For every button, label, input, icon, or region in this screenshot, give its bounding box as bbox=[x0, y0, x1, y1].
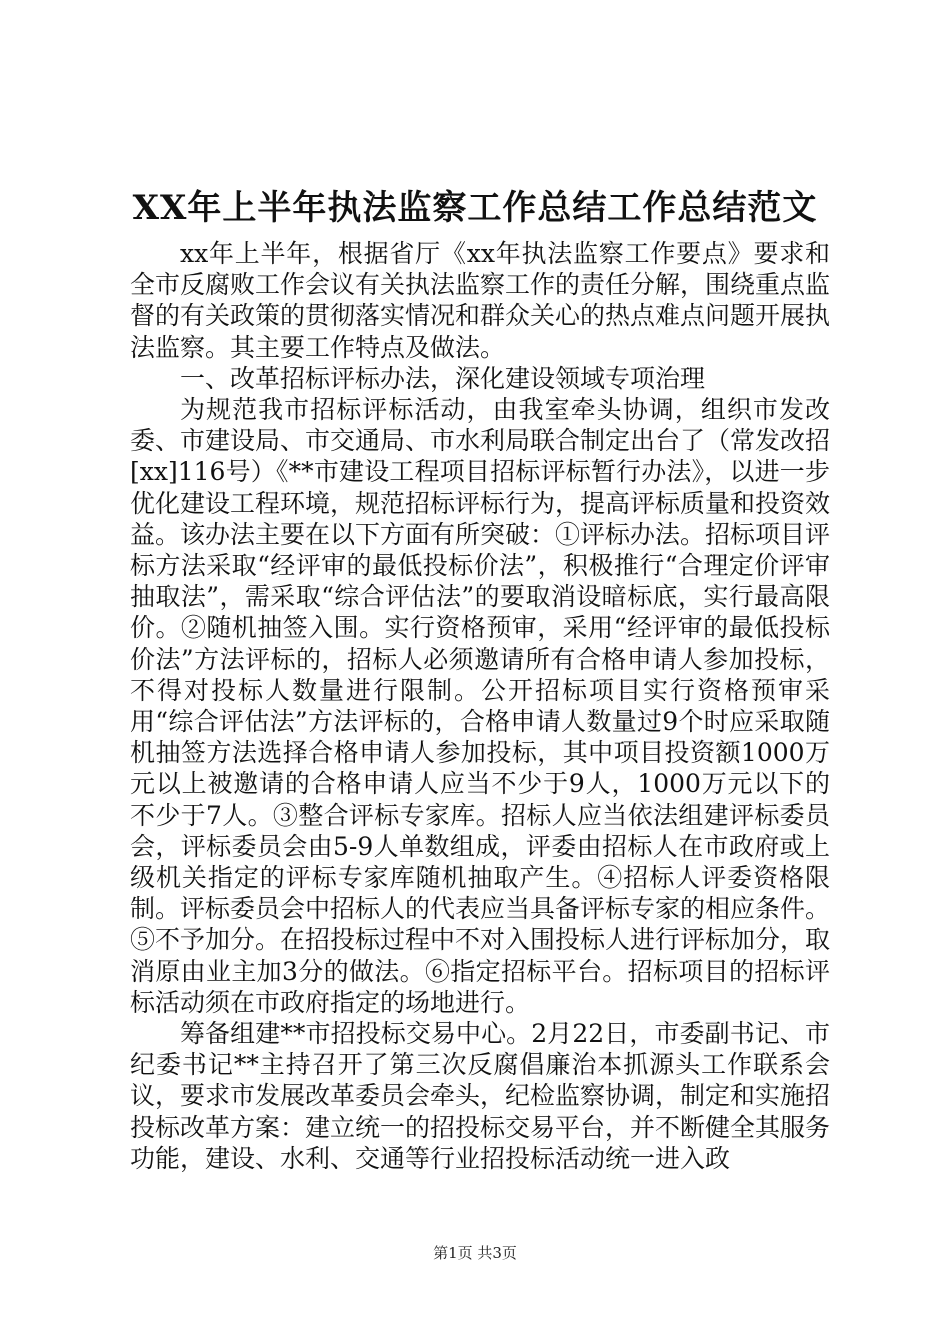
page-number-footer: 第1页 共3页 bbox=[433, 1244, 517, 1262]
document-body bbox=[130, 238, 830, 1174]
paragraph-bidding-measures: 为规范我市招标评标活动，由我室牵头协调，组织市发改委、市建设局、市交通局、市水利局联合制定出台了（常发改招[xx]116号）《**市建设工程项目招标评标暂行办法》，以进一步优化建设工程环境，规范招标评标行为，提高评标质量和投资效益。该办法主要在以下方面有所突破：①评标办法。招标项目评标方法采取“经评审的最低投标价法”，积极推行“合理定价评审抽取法”，需采取“综合评估法”的要取消设暗标底，实行最高限价。②随机抽签入围。实行资格预审，采用“经评审的最低投标价法”方法评标的，招标人必须邀请所有合格申请人参加投标，不得对投标人数量进行限制。公开招标项目实行资格预审采用“综合评估法”方法评标的，合格申请人数量过9个时应采取随机抽签方法选择合格申请人参加投标，其中项目投资额1000万元以上被邀请的合格申请人应当不少于9人，1000万元以下的不少于7人。③整合评标专家库。招标人应当依法组建评标委员会，评标委员会由5-9人单数组成，评委由招标人在市政府或上级机关指定的评标专家库随机抽取产生。④招标人评委资格限制。评标委员会中招标人的代表应当具备评标专家的相应条件。⑤不予加分。在招投标过程中不对入围投标人进行评标加分，取消原由业主加3分的做法。⑥指定招标平台。招标项目的招标评标活动须在市政府指定的场地进行。 bbox=[130, 395, 831, 1017]
paragraph-trading-center: 筹备组建**市招投标交易中心。2月22日，市委副书记、市纪委书记**主持召开了第三次反腐倡廉治本抓源头工作联系会议，要求市发展改革委员会牵头，纪检监察协调，制定和实施招投标改革方案：建立统一的招投标交易平台，并不断健全其服务功能，建设、水利、交通等行业招投标活动统一进入政 bbox=[130, 1019, 831, 1173]
section-heading: 一、改革招标评标办法，深化建设领域专项治理 bbox=[180, 363, 706, 393]
document-title: XX年上半年执法监察工作总结工作总结范文 bbox=[132, 188, 818, 228]
paragraph-intro: xx年上半年，根据省厅《xx年执法监察工作要点》要求和全市反腐败工作会议有关执法监察工作的责任分解，围绕重点监督的有关政策的贯彻落实情况和群众关心的热点难点问题开展执法监察。其主要工作特点及做法。 bbox=[130, 239, 831, 362]
